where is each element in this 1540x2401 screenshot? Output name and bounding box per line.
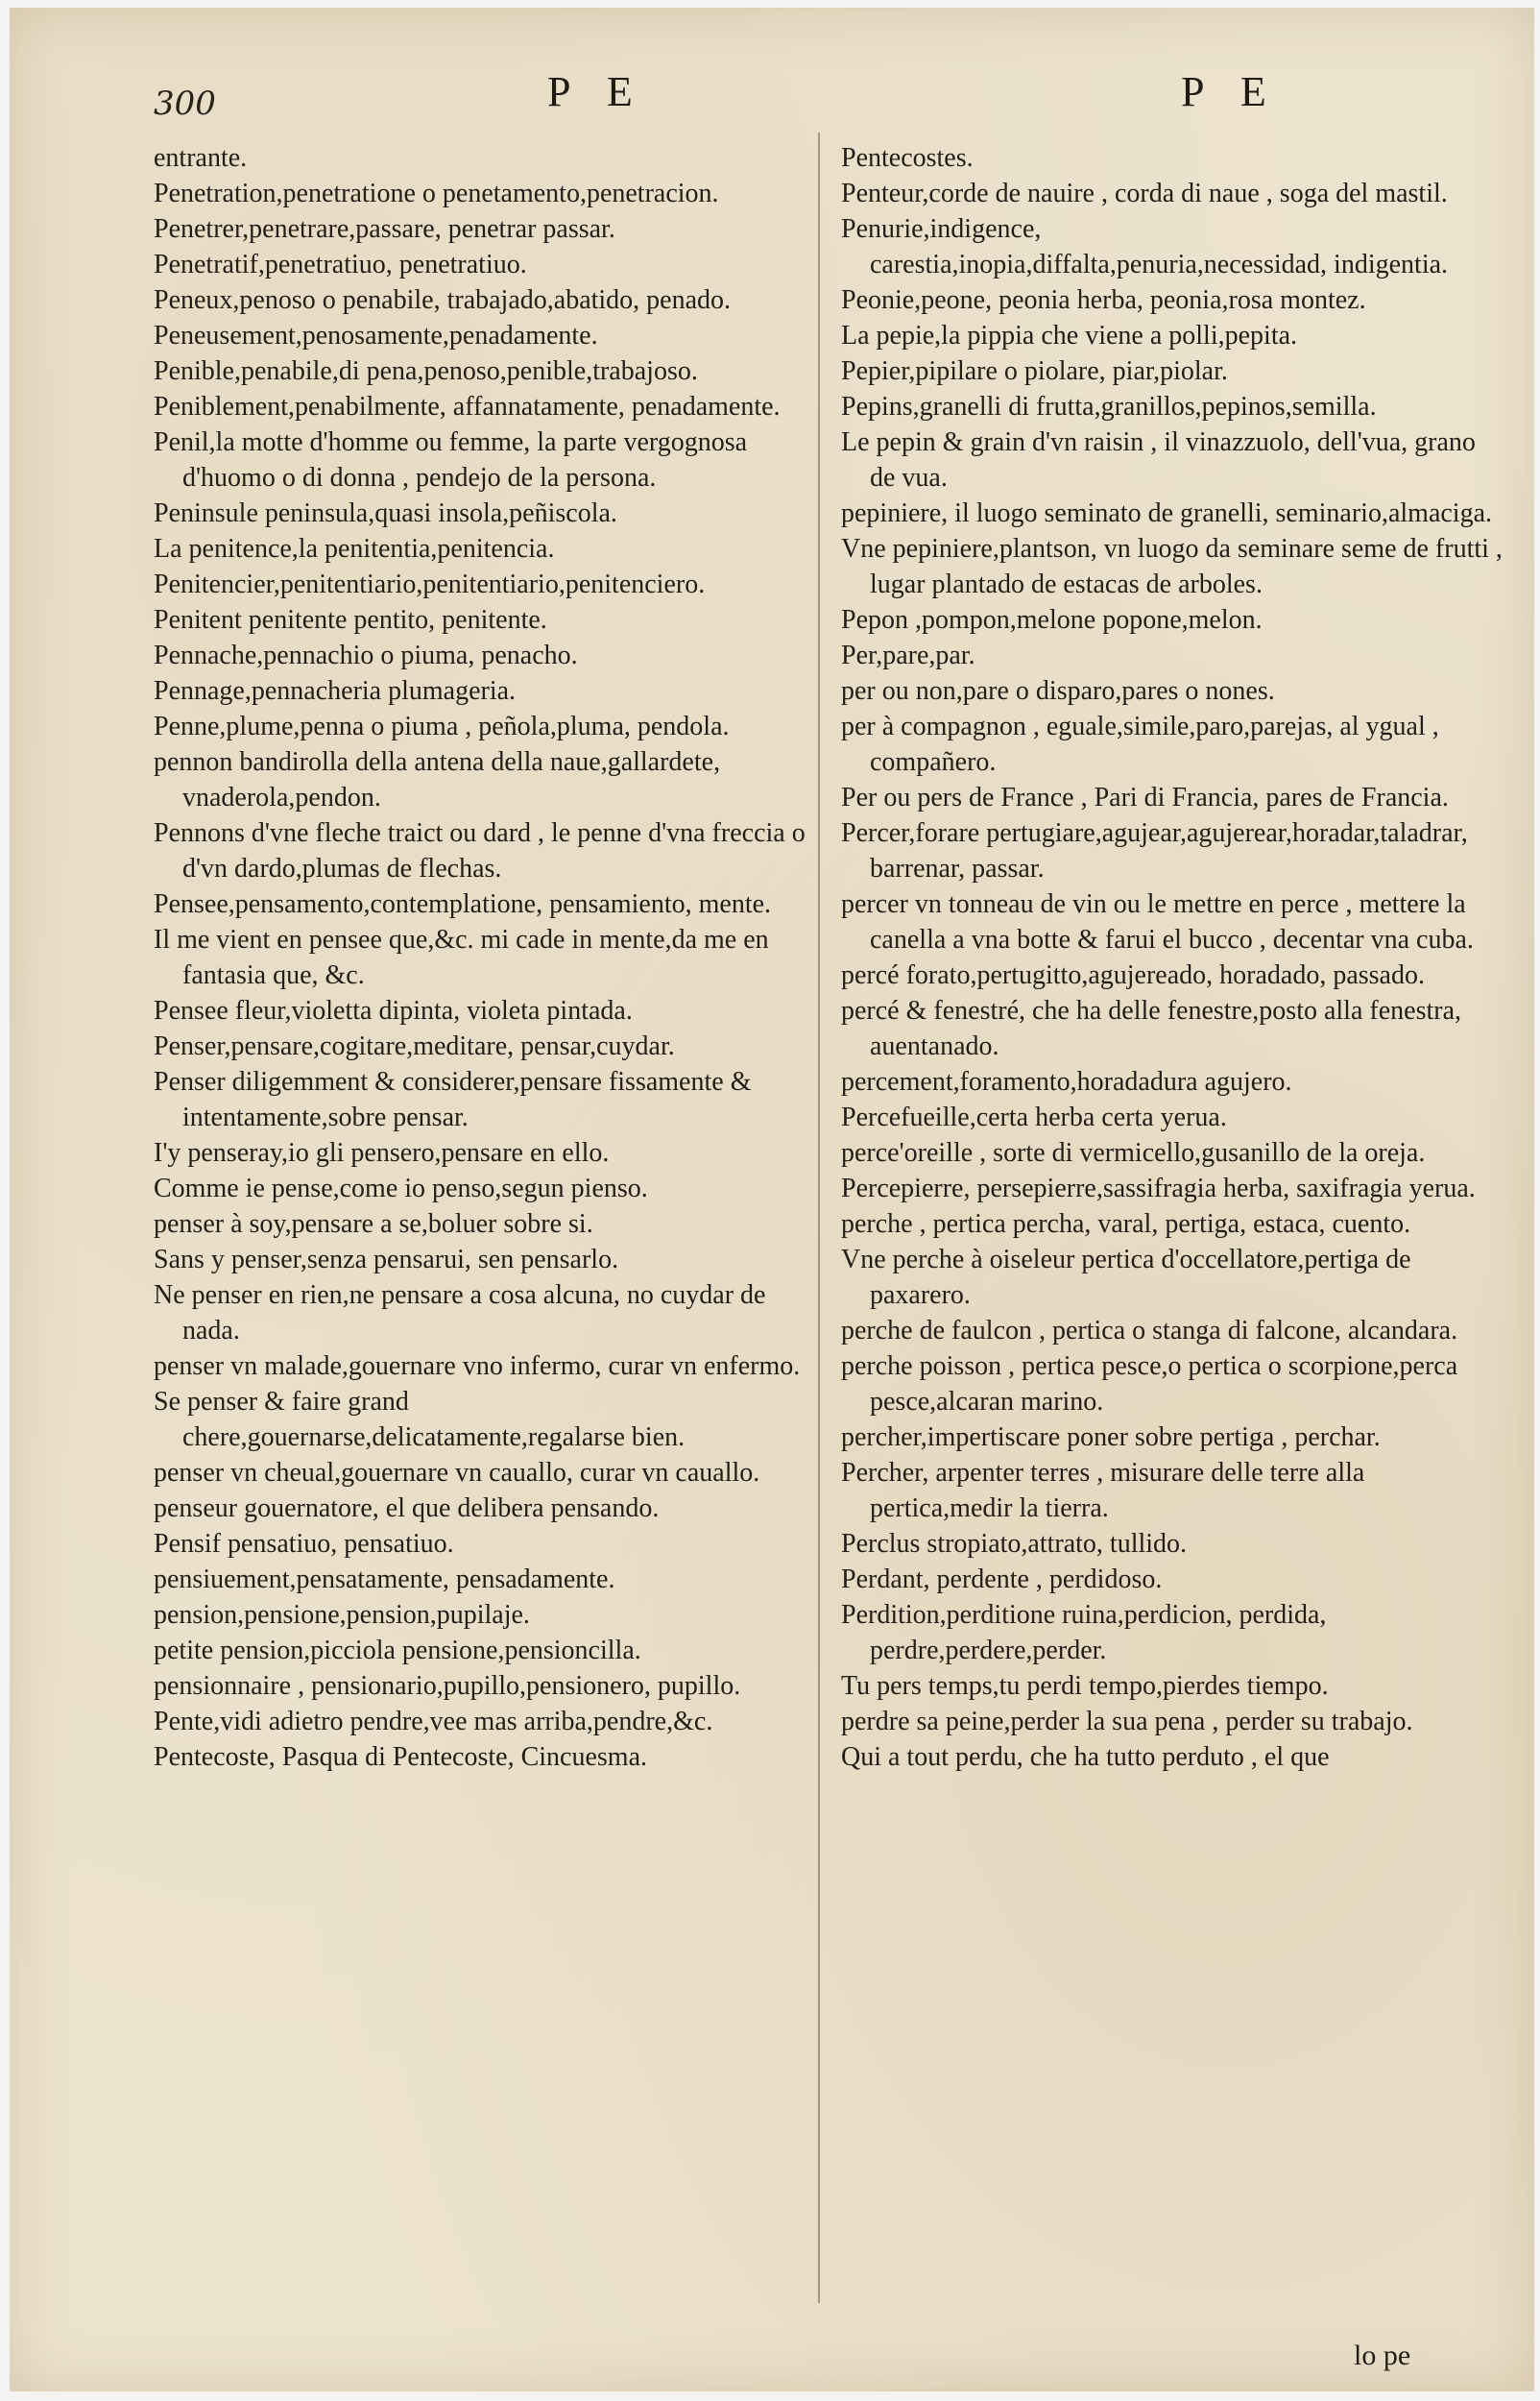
left-column: [154, 140, 806, 1775]
dictionary-entry: Peonie,peone, peonia herba, peonia,rosa montez.: [841, 285, 1366, 315]
dictionary-entry: Per ou pers de France , Pari di Francia, pares de Francia.: [841, 783, 1449, 812]
catchword: lo pe: [1354, 2340, 1411, 2371]
dictionary-entry: Peniblement,penabilmente, affannatamente, penadamente.: [154, 392, 781, 422]
dictionary-entry: Pensee fleur,violetta dipinta, violeta pintada.: [154, 996, 633, 1026]
right-column: [841, 140, 1504, 1775]
dictionary-entry: Pennons d'vne fleche traict ou dard , le penne d'vna freccia o d'vn dardo,plumas de flechas.: [154, 818, 806, 884]
dictionary-entry: penser vn cheual,gouernare vn cauallo, curar vn cauallo.: [154, 1458, 760, 1488]
dictionary-entry: entrante.: [154, 143, 248, 173]
column-divider: [818, 133, 820, 2303]
dictionary-entry: Perclus stropiato,attrato, tullido.: [841, 1529, 1188, 1559]
dictionary-entry: pensiuement,pensatamente, pensadamente.: [154, 1564, 615, 1594]
dictionary-entry: Pepins,granelli di frutta,granillos,pepinos,semilla.: [841, 392, 1377, 422]
dictionary-entry: pennon bandirolla della antena della naue,gallardete, vnaderola,pendon.: [154, 747, 721, 812]
dictionary-entry: Pepier,pipilare o piolare, piar,piolar.: [841, 356, 1228, 386]
dictionary-entry: Peninsule peninsula,quasi insola,peñiscola.: [154, 498, 617, 528]
dictionary-entry: I'y penseray,io gli pensero,pensare en ello.: [154, 1138, 610, 1168]
dictionary-entry: pension,pensione,pension,pupilaje.: [154, 1600, 530, 1630]
dictionary-entry: Pennache,pennachio o piuma, penacho.: [154, 641, 578, 670]
dictionary-entry: percement,foramento,horadadura agujero.: [841, 1067, 1292, 1097]
dictionary-entry: per ou non,pare o disparo,pares o nones.: [841, 676, 1275, 706]
dictionary-entry: perche de faulcon , pertica o stanga di falcone, alcandara.: [841, 1316, 1458, 1346]
dictionary-entry: perdre sa peine,perder la sua pena , perder su trabajo.: [841, 1707, 1413, 1736]
dictionary-entry: Perdant, perdente , perdidoso.: [841, 1564, 1163, 1594]
dictionary-entry: Pentecoste, Pasqua di Pentecoste, Cincuesma.: [154, 1742, 647, 1772]
dictionary-entry: per à compagnon , eguale,simile,paro,parejas, al ygual , compañero.: [841, 712, 1439, 777]
dictionary-entry: La pepie,la pippia che viene a polli,pepita.: [841, 321, 1298, 351]
dictionary-entry: percé & fenestré, che ha delle fenestre,posto alla fenestra, auentanado.: [841, 996, 1461, 1061]
dictionary-entry: percer vn tonneau de vin ou le mettre en perce , mettere la canella a vna botte & farui el bucco , decentar vna cuba.: [841, 889, 1474, 955]
dictionary-entry: Penurie,indigence, carestia,inopia,diffalta,penuria,necessidad, indigentia.: [841, 214, 1449, 279]
dictionary-entry: Le pepin & grain d'vn raisin , il vinazzuolo, dell'vua, grano de vua.: [841, 427, 1476, 493]
dictionary-entry: Penible,penabile,di pena,penoso,penible,trabajoso.: [154, 356, 698, 386]
dictionary-entry: Pente,vidi adietro pendre,vee mas arriba,pendre,&c.: [154, 1707, 713, 1736]
dictionary-entry: Pepon ,pompon,melone popone,melon.: [841, 605, 1263, 635]
dictionary-entry: Pennage,pennacheria plumageria.: [154, 676, 517, 706]
dictionary-entry: Penser diligemment & considerer,pensare fissamente & intentamente,sobre pensar.: [154, 1067, 752, 1132]
dictionary-entry: pepiniere, il luogo seminato de granelli, seminario,almaciga.: [841, 498, 1493, 528]
dictionary-entry: Penil,la motte d'homme ou femme, la parte vergognosa d'huomo o di donna , pendejo de la persona.: [154, 427, 748, 493]
dictionary-entry: Penitent penitente pentito, penitente.: [154, 605, 547, 635]
dictionary-entry: penser à soy,pensare a se,boluer sobre si.: [154, 1209, 593, 1239]
dictionary-entry: Il me vient en pensee que,&c. mi cade in mente,da me en fantasia que, &c.: [154, 925, 769, 990]
dictionary-entry: Penitencier,penitentiario,penitentiario,penitenciero.: [154, 570, 706, 599]
dictionary-entry: Penser,pensare,cogitare,meditare, pensar,cuydar.: [154, 1031, 675, 1061]
dictionary-entry: Ne penser en rien,ne pensare a cosa alcuna, no cuydar de nada.: [154, 1280, 766, 1346]
dictionary-entry: Sans y penser,senza pensarui, sen pensarlo.: [154, 1245, 619, 1274]
dictionary-entry: La penitence,la penitentia,penitencia.: [154, 534, 555, 564]
dictionary-entry: penseur gouernatore, el que delibera pensando.: [154, 1493, 660, 1523]
dictionary-entry: Pentecostes.: [841, 143, 974, 173]
dictionary-entry: Percher, arpenter terres , misurare delle terre alla pertica,medir la tierra.: [841, 1458, 1365, 1523]
dictionary-entry: Penne,plume,penna o piuma , peñola,pluma, pendola.: [154, 712, 730, 741]
dictionary-entry: Pensee,pensamento,contemplatione, pensamiento, mente.: [154, 889, 772, 919]
dictionary-entry: penser vn malade,gouernare vno infermo, curar vn enfermo.: [154, 1351, 801, 1381]
dictionary-entry: perche poisson , pertica pesce,o pertica o scorpione,perca pesce,alcaran marino.: [841, 1351, 1458, 1417]
dictionary-page: [10, 8, 1534, 2391]
dictionary-entry: petite pension,picciola pensione,pensioncilla.: [154, 1636, 641, 1665]
dictionary-entry: Percer,forare pertugiare,agujear,agujerear,horadar,taladrar, barrenar, passar.: [841, 818, 1468, 884]
dictionary-entry: Pensif pensatiuo, pensatiuo.: [154, 1529, 454, 1559]
dictionary-entry: perche , pertica percha, varal, pertiga, estaca, cuento.: [841, 1209, 1411, 1239]
dictionary-entry: Peneusement,penosamente,penadamente.: [154, 321, 598, 351]
dictionary-entry: Comme ie pense,come io penso,segun pienso.: [154, 1174, 648, 1203]
dictionary-entry: Percepierre, persepierre,sassifragia herba, saxifragia yerua.: [841, 1174, 1476, 1203]
dictionary-entry: Penetration,penetratione o penetamento,penetracion.: [154, 179, 719, 208]
dictionary-entry: Vne perche à oiseleur pertica d'occellatore,pertiga de paxarero.: [841, 1245, 1411, 1310]
dictionary-entry: percé forato,pertugitto,agujereado, horadado, passado.: [841, 960, 1425, 990]
dictionary-entry: Se penser & faire grand chere,gouernarse,delicatamente,regalarse bien.: [154, 1387, 686, 1452]
dictionary-entry: Penetrer,penetrare,passare, penetrar passar.: [154, 214, 615, 244]
dictionary-entry: Perdition,perditione ruina,perdicion, perdida, perdre,perdere,perder.: [841, 1600, 1327, 1665]
dictionary-entry: Penteur,corde de nauire , corda di naue , soga del mastil.: [841, 179, 1448, 208]
dictionary-entry: Peneux,penoso o penabile, trabajado,abatido, penado.: [154, 285, 732, 315]
running-head-right: P E: [1181, 68, 1280, 115]
dictionary-entry: Per,pare,par.: [841, 641, 975, 670]
dictionary-entry: Tu pers temps,tu perdi tempo,pierdes tiempo.: [841, 1671, 1329, 1701]
dictionary-entry: pensionnaire , pensionario,pupillo,pensionero, pupillo.: [154, 1671, 741, 1701]
dictionary-entry: Vne pepiniere,plantson, vn luogo da seminare seme de frutti , lugar plantado de estacas de arboles.: [841, 534, 1503, 599]
dictionary-entry: Penetratif,penetratiuo, penetratiuo.: [154, 250, 527, 279]
dictionary-entry: perce'oreille , sorte di vermicello,gusanillo de la oreja.: [841, 1138, 1426, 1168]
dictionary-entry: Percefueille,certa herba certa yerua.: [841, 1103, 1227, 1132]
running-head-left: P E: [547, 68, 646, 115]
dictionary-entry: Qui a tout perdu, che ha tutto perduto , el que: [841, 1742, 1330, 1772]
page-number: 300: [154, 85, 216, 123]
dictionary-entry: percher,impertiscare poner sobre pertiga , perchar.: [841, 1422, 1381, 1452]
